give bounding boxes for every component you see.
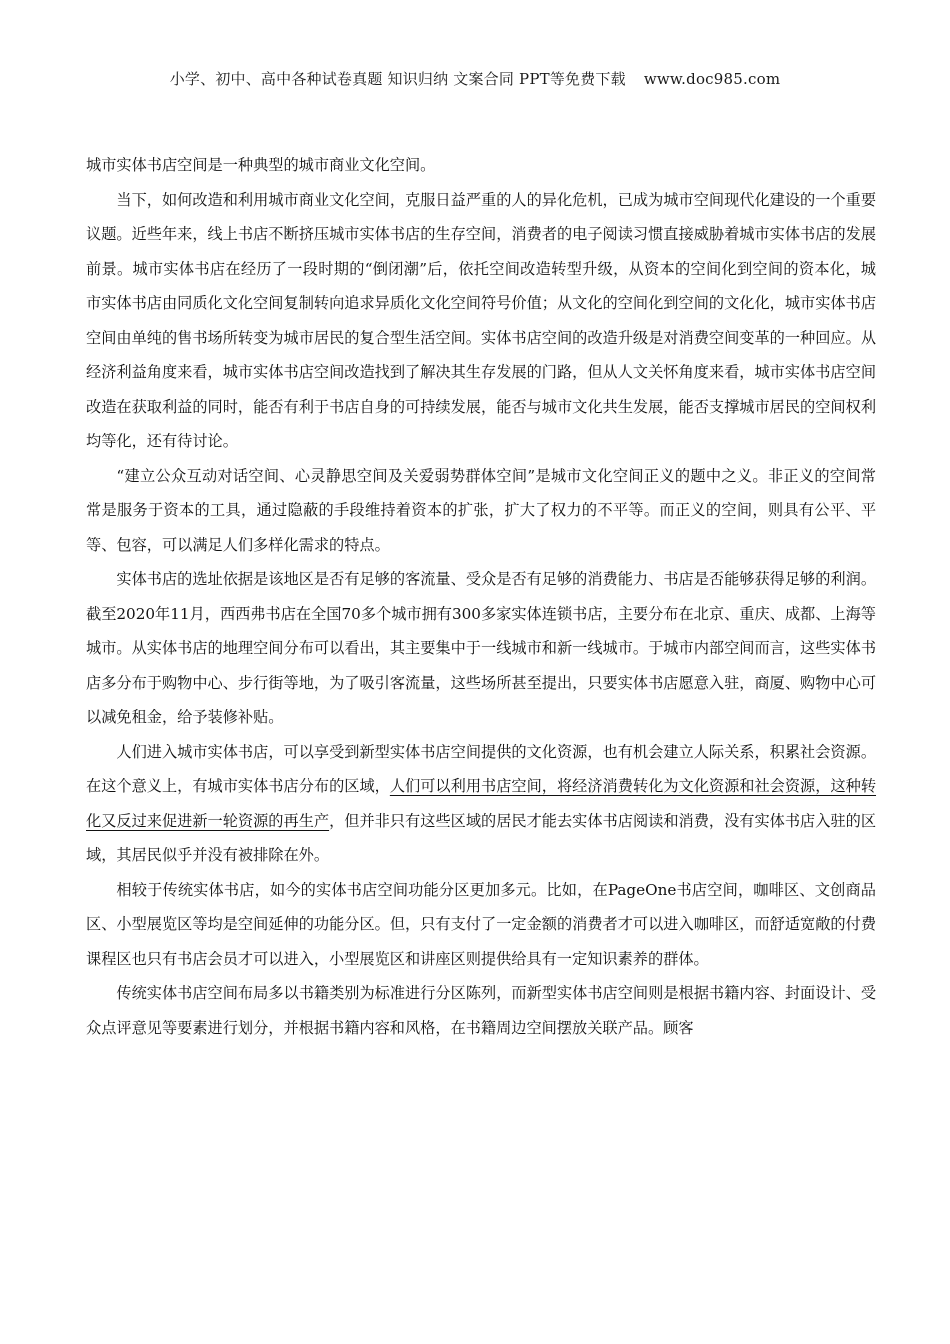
article-body [86, 148, 876, 1045]
paragraph-7: 传统实体书店空间布局多以书籍类别为标准进行分区陈列，而新型实体书店空间则是根据书籍内容、封面设计、受众点评意见等要素进行划分，并根据书籍内容和风格，在书籍周边空间摆放关联产品。顾客 [86, 984, 876, 1037]
paragraph-4: 实体书店的选址依据是该地区是否有足够的客流量、受众是否有足够的消费能力、书店是否能够获得足够的利润。截至2020年11月，西西弗书店在全国70多个城市拥有300多家实体连锁书店，主要分布在北京、重庆、成都、上海等城市。从实体书店的地理空间分布可以看出，其主要集中于一线城市和新一线城市。于城市内部空间而言，这些实体书店多分布于购物中心、步行街等地，为了吸引客流量，这些场所甚至提出，只要实体书店愿意入驻，商厦、购物中心可以减免租金，给予装修补贴。 [86, 570, 876, 726]
header-tagline: 小学、初中、高中各种试卷真题 知识归纳 文案合同 PPT等免费下载 [169, 70, 626, 88]
paragraph-3: “建立公众互动对话空间、心灵静思空间及关爱弱势群体空间”是城市文化空间正义的题中之义。非正义的空间常常是服务于资本的工具，通过隐蔽的手段维持着资本的扩张，扩大了权力的不平等。而正义的空间，则具有公平、平等、包容，可以满足人们多样化需求的特点。 [86, 466, 876, 554]
paragraph-1: 城市实体书店空间是一种典型的城市商业文化空间。 [86, 156, 436, 174]
paragraph-5-tail: ，但并非只有这些区域的居民才能去实体书店阅读和消费，没有实体书店入驻的区域，其居民似乎并没有被排除在外。 [86, 811, 877, 864]
header-site-link[interactable]: www.doc985.com [643, 70, 781, 88]
paragraph-2: 当下，如何改造和利用城市商业文化空间，克服日益严重的人的异化危机，已成为城市空间现代化建设的一个重要议题。近些年来，线上书店不断挤压城市实体书店的生存空间，消费者的电子阅读习惯直接威胁着城市实体书店的发展前景。城市实体书店在经历了一段时期的“倒闭潮”后，依托空间改造转型升级，从资本的空间化到空间的资本化，城市实体书店由同质化文化空间复制转向追求异质化文化空间符号价值；从文化的空间化到空间的文化化，城市实体书店空间由单纯的售书场所转变为城市居民的复合型生活空间。实体书店空间的改造升级是对消费空间变革的一种回应。从经济利益角度来看，城市实体书店空间改造找到了解决其生存发展的门路，但从人文关怀角度来看，城市实体书店空间改造在获取利益的同时，能否有利于书店自身的可持续发展，能否与城市文化共生发展，能否支撑城市居民的空间权利均等化，还有待讨论。 [86, 190, 876, 450]
paragraph-5-lead: 人们进入城市实体书店，可以享受到新型实体书店空间提供的文化资源，也有机会建立人际关系，积累社会资源。在这个意义上，有城市实体书店分布的区域， [86, 742, 876, 795]
paragraph-5 [86, 735, 876, 873]
paragraph-6: 相较于传统实体书店，如今的实体书店空间功能分区更加多元。比如，在PageOne书店空间，咖啡区、文创商品区、小型展览区等均是空间延伸的功能分区。但，只有支付了一定金额的消费者才可以进入咖啡区，而舒适宽敞的付费课程区也只有书店会员才可以进入，小型展览区和讲座区则提供给具有一定知识素养的群体。 [86, 880, 876, 968]
underlined-sentence: 人们可以利用书店空间，将经济消费转化为文化资源和社会资源，这种转化又反过来促进新一轮资源的再生产 [86, 777, 877, 830]
page-header [0, 68, 950, 89]
